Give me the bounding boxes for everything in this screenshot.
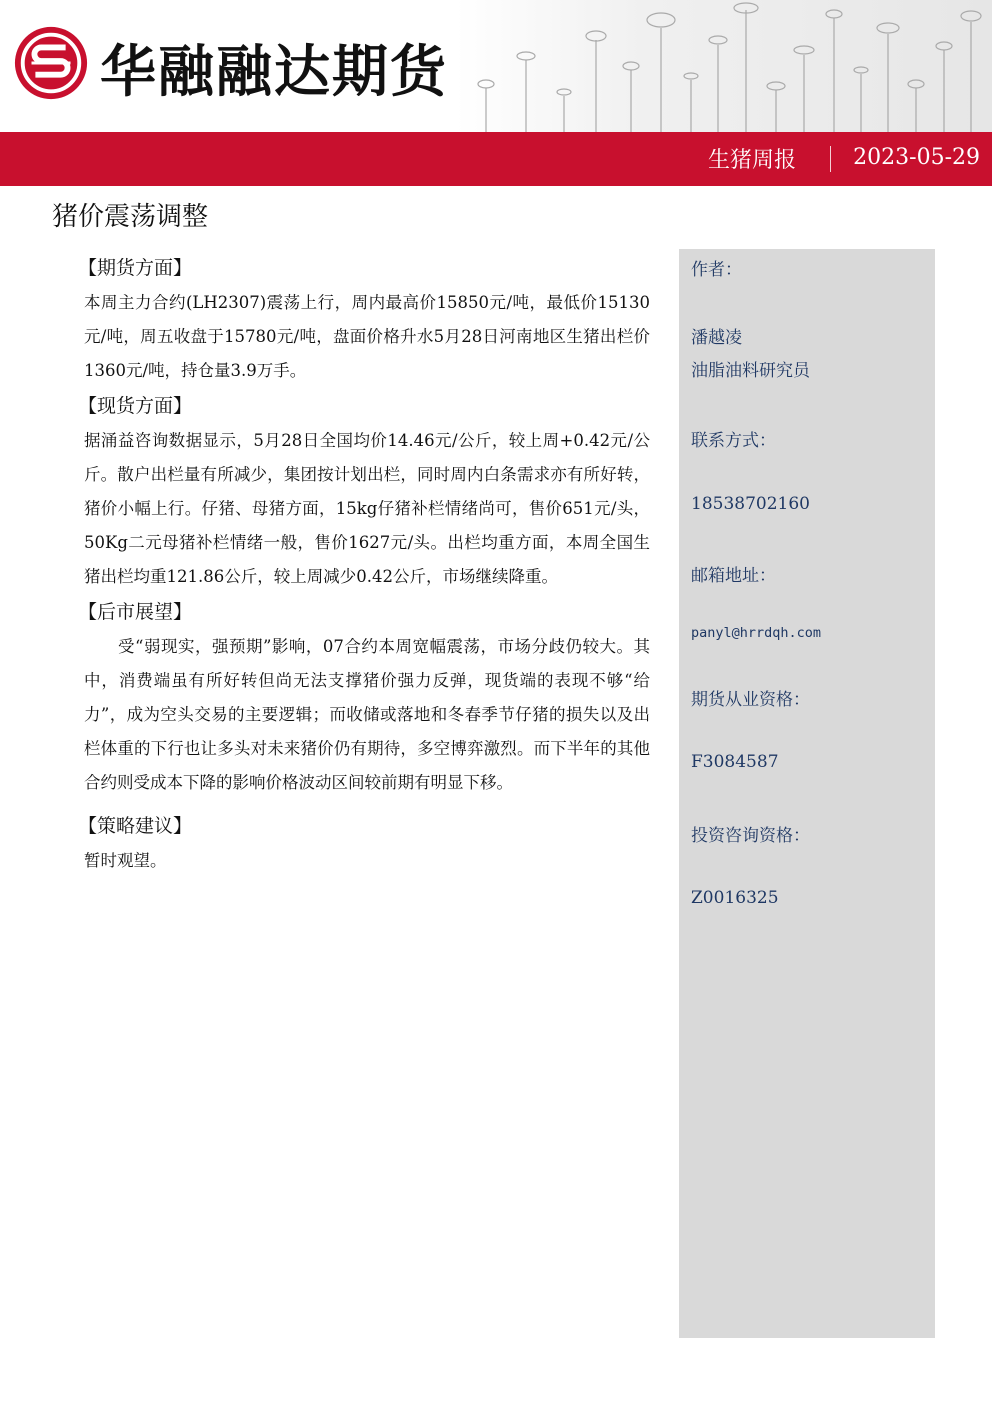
advisory-license-label: 投资咨询资格： <box>691 826 810 846</box>
advisory-license-number: Z0016325 <box>691 888 779 908</box>
section-spacer <box>84 800 650 808</box>
email-address[interactable]: panyl@hrrdqh.com <box>691 625 822 641</box>
outlook-paragraph: 受“弱现实，强预期”影响，07合约本周宽幅震荡，市场分歧仍较大。其中，消费端虽有所好转但尚无法支撑猪价强力反弹，现货端的表现不够“给力”，成为空头交易的主要逻辑；而收储或落地和冬春季节仔猪的损失以及出栏体重的下行也让多头对未来猪价仍有期待，多空博弈激烈。而下半年的其他合约则受成本下降的影响价格波动区间较前期有明显下移。 <box>84 637 650 792</box>
company-logo-icon <box>12 24 90 102</box>
author-name: 潘越凌 <box>691 328 742 348</box>
spot-paragraph: 据涌益咨询数据显示，5月28日全国均价14.46元/公斤，较上周+0.42元/公斤。散户出栏量有所减少，集团按计划出栏，同时周内白条需求亦有所好转，猪价小幅上行。仔猪、母猪方面，15kg仔猪补栏情绪尚可，售价651元/头，50Kg二元母猪补栏情绪一般，售价1627元/头。出栏均重方面，本周全国生猪出栏均重121.86公斤，较上周减少0.42公斤，市场继续降重。 <box>84 431 650 586</box>
page-title: 猪价震荡调整 <box>52 202 209 232</box>
futures-license-number: F3084587 <box>691 752 779 772</box>
contact-label: 联系方式： <box>691 431 776 451</box>
outlook-heading: 【后市展望】 <box>78 601 193 623</box>
author-sidebar <box>679 249 935 1338</box>
report-type: 生猪周报 <box>707 148 796 173</box>
email-label: 邮箱地址： <box>691 566 776 586</box>
spot-heading: 【现货方面】 <box>78 395 193 417</box>
circuit-decoration-icon <box>456 0 992 132</box>
brand-name: 华融融达期货 <box>100 40 448 105</box>
title-banner <box>0 132 992 186</box>
futures-heading: 【期货方面】 <box>78 257 193 279</box>
strategy-paragraph: 暂时观望。 <box>84 851 167 870</box>
author-role: 油脂油料研究员 <box>691 361 810 381</box>
strategy-heading: 【策略建议】 <box>78 815 193 837</box>
phone-number: 18538702160 <box>691 494 810 514</box>
report-body <box>78 250 650 878</box>
report-header <box>0 0 992 132</box>
header-decoration <box>456 0 992 132</box>
futures-license-label: 期货从业资格： <box>691 690 810 710</box>
author-label: 作者： <box>691 260 742 280</box>
banner-divider <box>830 146 831 172</box>
futures-paragraph: 本周主力合约(LH2307)震荡上行，周内最高价15850元/吨，最低价15130元/吨，周五收盘于15780元/吨，盘面价格升水5月28日河南地区生猪出栏价1360元/吨，持仓量3.9万手。 <box>84 293 650 380</box>
report-date: 2023-05-29 <box>853 145 980 170</box>
